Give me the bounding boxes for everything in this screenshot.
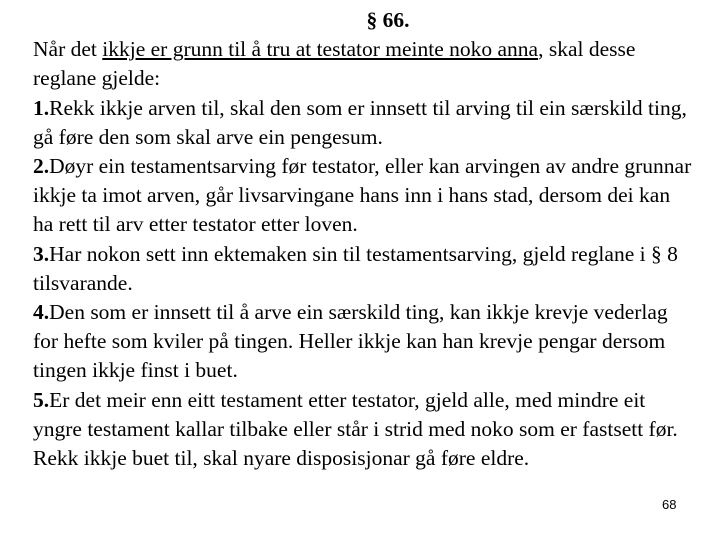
list-item bbox=[33, 386, 693, 474]
item-text: Døyr ein testamentsarving før testator, eller kan arvingen av andre grunnar ikkje ta imot arven, går livsarvingane hans inn i hans stad, dersom dei kan ha rett til arv etter testator etter loven. bbox=[33, 154, 692, 237]
list-item bbox=[33, 298, 693, 386]
item-number: 4. bbox=[33, 300, 50, 325]
intro-text-end: , skal desse reglane gjelde: bbox=[33, 37, 636, 91]
item-text: Har nokon sett inn ektemaken sin til testamentsarving, gjeld reglane i § 8 tilsvarande. bbox=[33, 241, 678, 295]
intro-paragraph bbox=[33, 35, 693, 93]
list-item bbox=[33, 152, 693, 240]
intro-text-start: Når det bbox=[33, 37, 103, 62]
item-number: 1. bbox=[33, 95, 50, 120]
document-body bbox=[33, 6, 693, 473]
item-text: Rekk ikkje arven til, skal den som er innsett til arving til ein særskild ting, gå føre den som skal arve ein pengesum. bbox=[33, 95, 687, 149]
item-number: 5. bbox=[33, 387, 50, 412]
item-number: 2. bbox=[33, 154, 50, 179]
item-text: Er det meir enn eitt testament etter testator, gjeld alle, med mindre eit yngre testament kallar tilbake eller står i strid med noko som er fastsett før. Rekk ikkje buet til, skal nyare disposisjonar gå føre eldre. bbox=[33, 387, 678, 471]
intro-underlined-text: ikkje er grunn til å tru at testator meinte noko anna bbox=[102, 37, 539, 62]
list-item bbox=[33, 240, 693, 298]
item-text: Den som er innsett til å arve ein særskild ting, kan ikkje krevje vederlag for hefte som kviler på tingen. Heller ikkje kan han krevje pengar dersom tingen ikkje finst i buet. bbox=[33, 300, 668, 383]
page-number: 68 bbox=[662, 497, 677, 512]
list-item bbox=[33, 94, 693, 152]
section-heading: § 66. bbox=[366, 8, 410, 32]
item-number: 3. bbox=[33, 241, 50, 266]
